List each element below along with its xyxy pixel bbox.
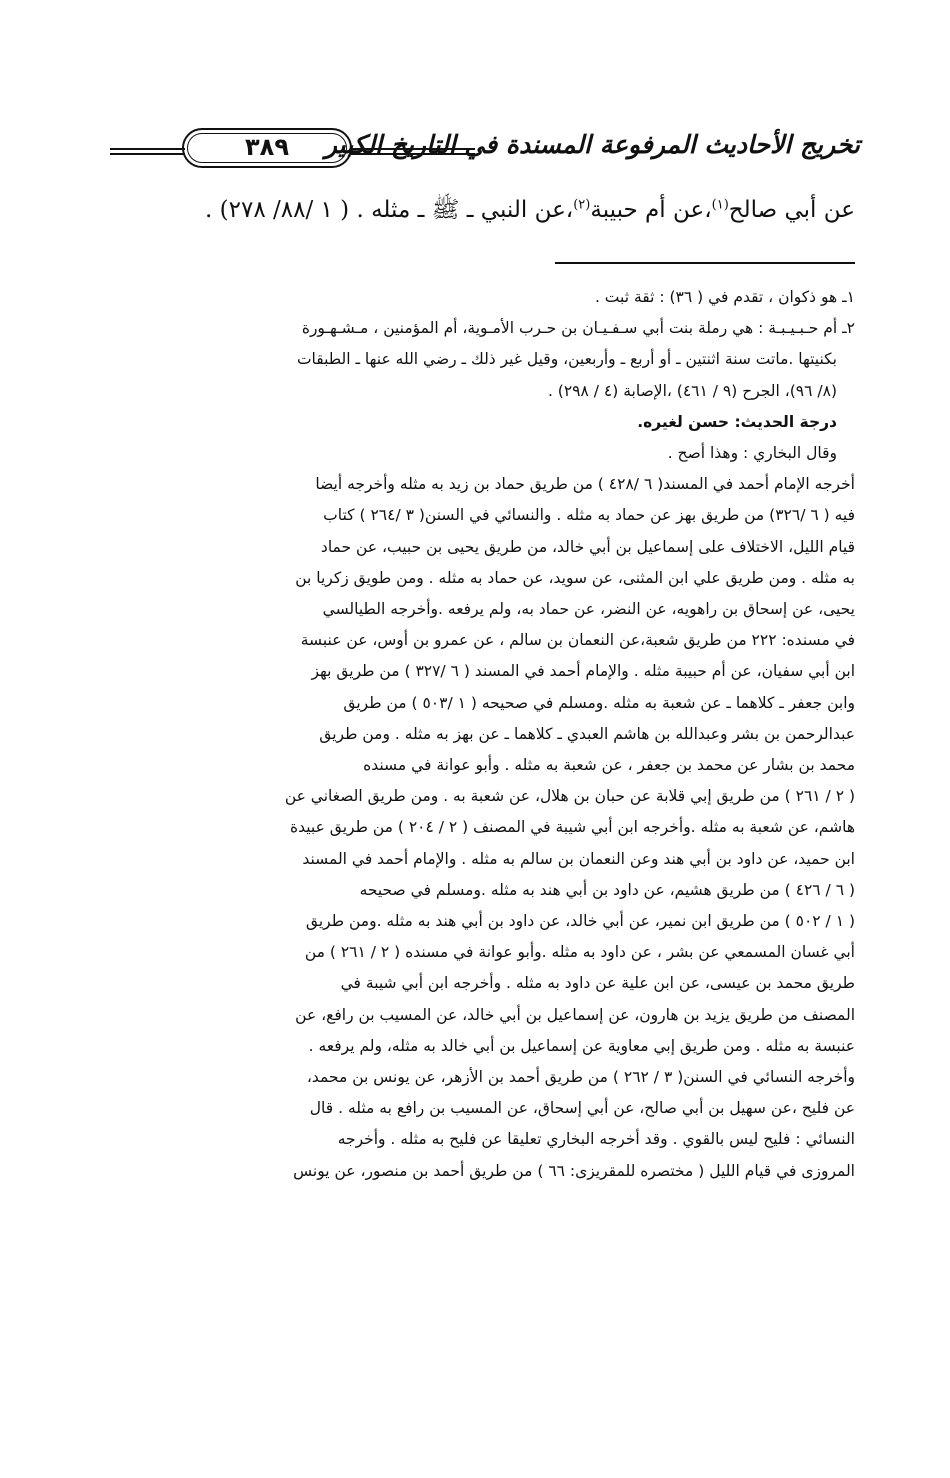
takhrij-line: به مثله . ومن طريق علي ابن المثنى، عن سويد، عن حماد به مثله . ومن طويق زكريا بن xyxy=(295,568,855,587)
takhrij-line: يحيى، عن إسحاق بن راهويه، عن النضر، عن حماد به، ولم يرفعه .وأخرجه الطيالسي xyxy=(322,600,855,619)
takhrij-line: عن فليح ،عن سهيل بن أبي صالح، عن أبي إسحاق، عن المسيب بن رافع به مثله . قال xyxy=(309,1099,855,1118)
takhrij-line: المصنف من طريق يزيد بن هارون، عن إسماعيل بن أبي خالد، عن المسيب بن رافع، عن xyxy=(295,1005,855,1024)
takhrij-line: أخرجه الإمام أحمد في المسند( ٦ /٤٢٨ ) من طريق حماد بن زيد به مثله وأخرجه أيضا xyxy=(315,475,855,494)
takhrij-line: هاشم، عن شعبة به مثله .وأخرجه ابن أبي شيبة في المصنف ( ٢ / ٢٠٤ ) من طريق عبيدة xyxy=(289,818,855,837)
takhrij-line: المروزى في قيام الليل ( مختصره للمقريزى: ٦٦ ) من طريق أحمد بن منصور، عن يونس xyxy=(293,1161,855,1180)
footnote-ref-2: (٢) xyxy=(573,197,591,213)
takhrij-line: محمد بن بشار عن محمد بن جعفر ، عن شعبة به مثله . وأبو عوانة في مسنده xyxy=(363,756,855,775)
running-title: تخريج الأحاديث المرفوعة المسندة في التاريخ الكبير xyxy=(324,130,860,159)
footnote-ref-1: (١) xyxy=(711,197,729,213)
footnote-2-cont: (٨/ ٩٦)، الجرح (٩ / ٤٦١) ،الإصابة (٤ / ٢٩٨) . xyxy=(547,381,837,400)
takhrij-line: أبي غسان المسمعي عن بشر ، عن داود به مثله .وأبو عوانة في مسنده ( ٢ / ٢٦١ ) من xyxy=(304,943,855,962)
hadith-chain-line xyxy=(95,190,855,230)
bukhari-remark: وقال البخاري : وهذا أصح . xyxy=(667,444,837,463)
takhrij-line: عبدالرحمن بن بشر وعبدالله بن هاشم العبدي ـ كلاهما ـ عن بهز به مثله . ومن طريق xyxy=(319,724,855,743)
chain-text-3: ،عن النبي ـ ﷺ ـ مثله . ( ١ /٨٨/ ٢٧٨) . xyxy=(205,197,574,223)
footnotes-block xyxy=(93,282,855,1187)
takhrij-line: في مسنده: ٢٢٢ من طريق شعبة،عن النعمان بن سالم ، عن عمرو بن أوس، عن عنبسة xyxy=(300,631,855,650)
footnote-separator xyxy=(555,262,855,264)
takhrij-line: وأخرجه النسائي في السنن( ٣ / ٢٦٢ ) من طريق أحمد بن الأزهر، عن يونس بن محمد، xyxy=(306,1068,855,1087)
takhrij-line: النسائي : فليح ليس بالقوي . وقد أخرجه البخاري تعليقا عن فليح به مثله . وأخرجه xyxy=(337,1130,855,1149)
takhrij-line: فيه ( ٦ /٣٢٦) من طريق بهز عن حماد به مثله . والنسائي في السنن( ٣ /٢٦٤ ) كتاب xyxy=(323,506,855,525)
header-double-rule-left xyxy=(110,148,185,155)
takhrij-line: ( ٢ / ٢٦١ ) من طريق إبي قلابة عن حبان بن هلال، عن شعبة به . ومن طريق الصغاني عن xyxy=(284,787,855,806)
page-header xyxy=(110,118,860,178)
hadith-grade: درجة الحديث: حسن لغيره. xyxy=(637,412,837,431)
takhrij-line: ابن حميد، عن داود بن أبي هند وعن النعمان بن سالم به مثله . والإمام أحمد في المسند xyxy=(302,849,855,868)
header-double-rule xyxy=(350,148,475,155)
footnote-1: ١ـ هو ذكوان ، تقدم في ( ٣٦) : ثقة ثبت . xyxy=(594,288,855,306)
takhrij-line: عنبسة به مثله . ومن طريق إبي معاوية عن إسماعيل بن أبي خالد به مثله، ولم يرفعه . xyxy=(308,1036,855,1055)
takhrij-line: طريق محمد بن عيسى، عن ابن علية عن داود به مثله . وأخرجه ابن أبي شيبة في xyxy=(340,974,855,993)
chain-text-2: ،عن أم حبيبة xyxy=(590,197,712,223)
takhrij-line: قيام الليل، الاختلاف على إسماعيل بن أبي خالد، من طريق يحيى بن حبيب، عن حماد xyxy=(320,537,855,556)
takhrij-line: ( ٦ / ٤٢٦ ) من طريق هشيم، عن داود بن أبي هند به مثله .ومسلم في صحيحه xyxy=(359,880,855,899)
footnote-2: ٢ـ أم حـبـيـبـة : هي رملة بنت أبي سـفـيـان بن حـرب الأمـوية، أم المؤمنين ، مـشـهـورة xyxy=(301,319,855,338)
footnote-2-cont: بكنيتها .ماتت سنة اثنتين ـ أو أربع ـ وأربعين، وقيل غير ذلك ـ رضي الله عنها ـ الطبقات xyxy=(296,350,837,369)
page-number: ٣٨٩ xyxy=(245,133,289,161)
page-number-frame xyxy=(182,128,352,168)
chain-text-1: عن أبي صالح xyxy=(728,197,855,223)
takhrij-line: ( ١ / ٥٠٢ ) من طريق ابن نمير، عن أبي خالد، عن داود بن أبي هند به مثله .ومن طريق xyxy=(305,912,855,931)
takhrij-line: ابن أبي سفيان، عن أم حبيبة مثله . والإمام أحمد في المسند ( ٦ /٣٢٧ ) من طريق بهز xyxy=(311,662,855,681)
takhrij-line: وابن جعفر ـ كلاهما ـ عن شعبة به مثله .ومسلم في صحيحه ( ١ /٥٠٣ ) من طريق xyxy=(343,693,855,712)
